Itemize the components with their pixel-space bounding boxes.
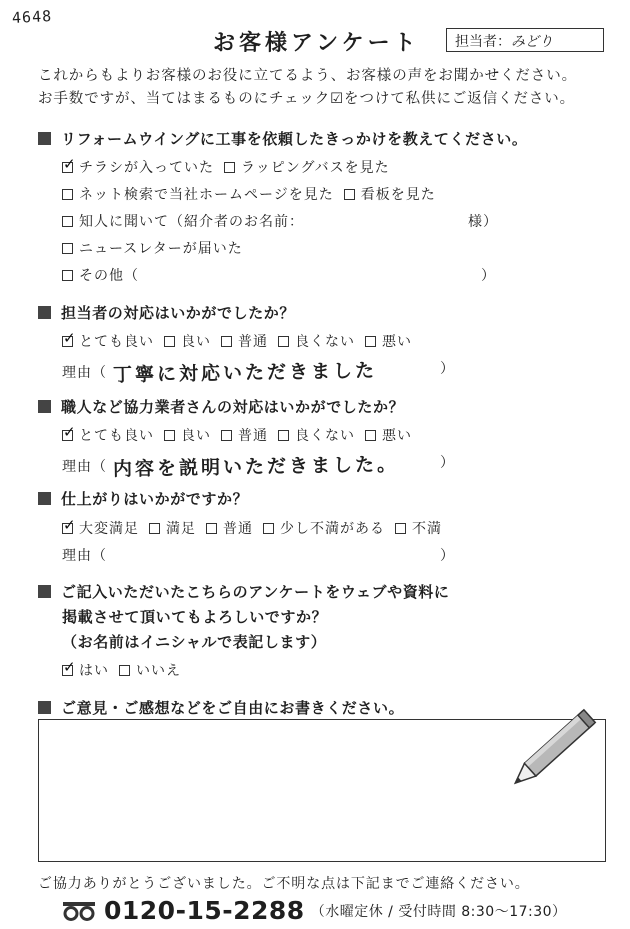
checkbox[interactable]: [344, 189, 355, 200]
q5-option-no[interactable]: いいえ: [119, 660, 181, 680]
checkbox[interactable]: [278, 430, 289, 441]
q4-option-normal[interactable]: 普通: [206, 518, 253, 538]
q6-heading: ご意見・ご感想などをご自由にお書きください。: [38, 697, 404, 718]
q3-option-not-good[interactable]: 良くない: [278, 425, 355, 445]
q4-options: [62, 518, 452, 538]
checkbox[interactable]: [365, 336, 376, 347]
checkbox[interactable]: [164, 336, 175, 347]
section-bullet: [38, 132, 51, 145]
freedial-icon: [62, 901, 96, 921]
q2-reason-handwritten[interactable]: 丁寧に対応いただきました: [112, 359, 378, 387]
q1-option-web[interactable]: ネット検索で当社ホームページを見た: [62, 184, 334, 204]
checkbox[interactable]: [263, 523, 274, 534]
q2-option-not-good[interactable]: 良くない: [278, 331, 355, 351]
checkbox[interactable]: [62, 243, 73, 254]
q2-reason-close: ）: [440, 361, 455, 377]
q4-heading: 仕上がりはいかがですか？: [38, 488, 248, 509]
q1-option-other[interactable]: その他（: [62, 265, 139, 285]
checkbox[interactable]: [278, 336, 289, 347]
phone-number[interactable]: 0120-15-2288: [104, 896, 305, 925]
checkbox[interactable]: [62, 270, 73, 281]
section-bullet: [38, 585, 51, 598]
q4-reason-close: ）: [440, 548, 455, 564]
q3-reason-close: ）: [440, 455, 455, 471]
q3-reason-handwritten[interactable]: 内容を説明いただきました。: [112, 453, 400, 481]
checkbox-checked[interactable]: [62, 665, 73, 676]
q3-heading: 職人など協力業者さんの対応はいかがでしたか？: [38, 396, 404, 417]
survey-title: お客様アンケート: [213, 31, 420, 56]
q3-option-good[interactable]: 良い: [164, 425, 211, 445]
q4-reason-row: [62, 545, 107, 565]
q1-referral-suffix: 様）: [468, 214, 498, 230]
section-bullet: [38, 701, 51, 714]
staff-label: 担当者：: [455, 34, 511, 50]
q4-option-very-satisfied[interactable]: ✓ 大変満足: [62, 518, 139, 538]
q5-heading-3: （お名前はイニシャルで表記します）: [62, 633, 327, 651]
q1-option-sign[interactable]: 看板を見た: [344, 184, 436, 204]
checkbox[interactable]: [164, 430, 175, 441]
q3-reason-row: [62, 452, 399, 479]
q2-option-very-good[interactable]: ✓ とても良い: [62, 331, 154, 351]
pencil-icon: [500, 703, 610, 793]
checkbox[interactable]: [62, 189, 73, 200]
checkbox[interactable]: [221, 430, 232, 441]
checkbox[interactable]: [395, 523, 406, 534]
q1-heading: リフォームウイングに工事を依頼したきっかけを教えてください。: [38, 128, 528, 149]
q2-heading: 担当者の対応はいかがでしたか？: [38, 302, 295, 323]
staff-name: みどり: [511, 34, 553, 50]
q4-option-slightly-unsatisfied[interactable]: 少し不満がある: [263, 518, 385, 538]
q1-option-bus[interactable]: ラッピングバスを見た: [224, 157, 390, 177]
q1-row-2: [62, 184, 446, 204]
section-bullet: [38, 492, 51, 505]
q3-option-bad[interactable]: 悪い: [365, 425, 412, 445]
checkbox-checked[interactable]: [62, 523, 73, 534]
checkbox-checked[interactable]: [62, 336, 73, 347]
checkbox[interactable]: [62, 216, 73, 227]
q1-option-flyer[interactable]: ✓ チラシが入っていた: [62, 157, 214, 177]
q3-option-normal[interactable]: 普通: [221, 425, 268, 445]
section-bullet: [38, 306, 51, 319]
q5-heading: ご記入いただいたこちらのアンケートをウェブや資料に: [38, 581, 450, 602]
q5-heading-2: 掲載させて頂いてもよろしいですか？: [62, 608, 328, 626]
q1-option-newsletter[interactable]: ニュースレターが届いた: [62, 238, 243, 258]
q2-option-bad[interactable]: 悪い: [365, 331, 412, 351]
checkbox[interactable]: [365, 430, 376, 441]
q4-option-unsatisfied[interactable]: 不満: [395, 518, 442, 538]
checkbox[interactable]: [224, 162, 235, 173]
checkbox[interactable]: [221, 336, 232, 347]
checkbox[interactable]: [149, 523, 160, 534]
q2-option-normal[interactable]: 普通: [221, 331, 268, 351]
q1-option-referral[interactable]: 知人に聞いて（紹介者のお名前：: [62, 211, 304, 231]
q1-other-close: ）: [481, 268, 496, 284]
business-hours: （水曜定休 / 受付時間 8:30〜17:30）: [310, 903, 567, 920]
q3-option-very-good[interactable]: ✓ とても良い: [62, 425, 154, 445]
q4-option-satisfied[interactable]: 満足: [149, 518, 196, 538]
q1-row-5: [62, 265, 149, 285]
section-bullet: [38, 400, 51, 413]
q5-options: [62, 660, 191, 680]
q5-option-yes[interactable]: ✓ はい: [62, 660, 109, 680]
thanks-message: ご協力ありがとうございました。ご不明な点は下記までご連絡ください。: [38, 876, 530, 892]
q2-options: [62, 331, 422, 351]
document-id: 4648: [11, 6, 53, 28]
q3-options: [62, 425, 422, 445]
checkbox[interactable]: [119, 665, 130, 676]
staff-box: [446, 28, 604, 52]
q4-reason-label: 理由（: [62, 548, 107, 564]
q2-reason-row: [62, 358, 377, 385]
checkbox[interactable]: [206, 523, 217, 534]
q1-row-3: [62, 211, 314, 231]
intro-line-2: お手数ですが、当てはまるものにチェック☑をつけて私供にご返信ください。: [38, 91, 576, 107]
q2-option-good[interactable]: 良い: [164, 331, 211, 351]
phone-row: [62, 896, 567, 925]
q1-row-1: [62, 157, 400, 177]
q3-reason-label: 理由（: [62, 458, 107, 475]
q1-row-4: [62, 238, 253, 258]
checkbox-checked[interactable]: [62, 162, 73, 173]
intro-line-1: これからもよりお客様のお役に立てるよう、お客様の声をお聞かせください。: [38, 68, 577, 84]
q2-reason-label: 理由（: [62, 364, 107, 381]
checkbox-checked[interactable]: [62, 430, 73, 441]
